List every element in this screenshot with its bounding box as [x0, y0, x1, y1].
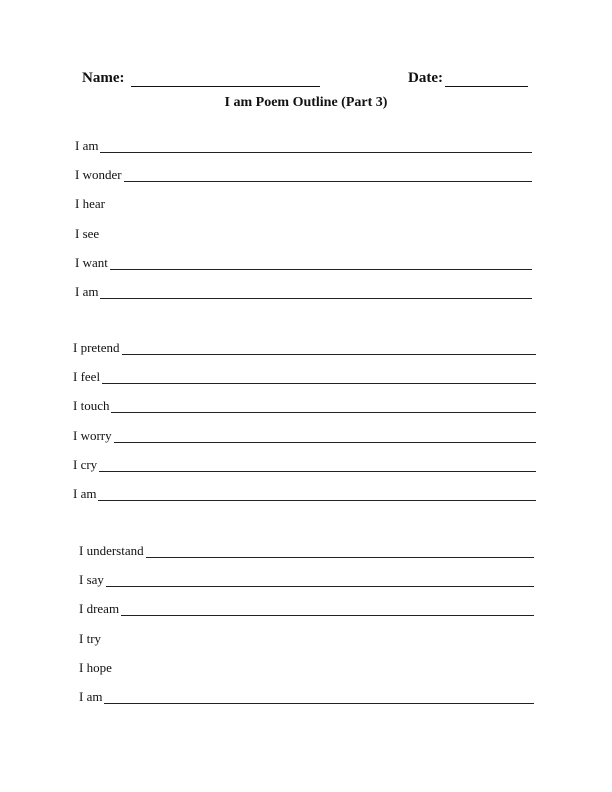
writing-line[interactable]	[79, 586, 534, 587]
writing-line[interactable]	[75, 298, 532, 299]
poem-line-row[interactable]	[75, 167, 532, 185]
writing-line[interactable]	[73, 354, 536, 355]
writing-line[interactable]	[73, 500, 536, 501]
poem-line-row[interactable]	[73, 340, 536, 358]
poem-line-prompt: I want	[75, 254, 108, 270]
poem-line-prompt: I worry	[73, 427, 112, 443]
poem-line-row[interactable]	[73, 457, 536, 475]
poem-line-row	[75, 196, 532, 214]
poem-line-row[interactable]	[73, 398, 536, 416]
date-label: Date:	[408, 70, 443, 86]
poem-line-prompt: I am	[79, 689, 103, 704]
poem-line-prompt: I hope	[79, 659, 112, 675]
poem-line-prompt: I touch	[73, 398, 110, 414]
poem-line-prompt: I am	[75, 284, 99, 299]
poem-line-prompt: I try	[79, 630, 102, 646]
poem-line-row[interactable]	[73, 486, 536, 504]
poem-line-row[interactable]	[75, 284, 532, 302]
name-label: Name:	[82, 70, 125, 86]
poem-line-row	[79, 660, 534, 678]
poem-line-row	[75, 226, 532, 244]
poem-line-prompt: I am	[73, 486, 97, 501]
date-field-line[interactable]	[445, 86, 528, 87]
poem-line-row[interactable]	[73, 369, 536, 387]
writing-line[interactable]	[75, 152, 532, 153]
poem-line-prompt: I hear	[75, 196, 105, 212]
worksheet-header	[82, 70, 542, 92]
poem-line-prompt: I dream	[79, 601, 120, 617]
worksheet-title: I am Poem Outline (Part 3)	[224, 95, 388, 110]
name-field-line[interactable]	[131, 86, 320, 87]
writing-line[interactable]	[79, 703, 534, 704]
poem-line-row[interactable]	[79, 572, 534, 590]
poem-line-row[interactable]	[79, 543, 534, 561]
writing-line[interactable]	[75, 181, 532, 182]
writing-line[interactable]	[73, 442, 536, 443]
poem-line-row[interactable]	[79, 601, 534, 619]
poem-line-row[interactable]	[75, 138, 532, 156]
writing-line[interactable]	[79, 615, 534, 616]
poem-line-prompt: I cry	[73, 456, 98, 472]
poem-line-prompt: I say	[79, 572, 104, 588]
poem-line-row[interactable]	[73, 428, 536, 446]
poem-line-prompt: I understand	[79, 543, 144, 558]
writing-line[interactable]	[73, 471, 536, 472]
writing-line[interactable]	[79, 557, 534, 558]
poem-line-prompt: I am	[75, 138, 99, 153]
writing-line[interactable]	[75, 269, 532, 270]
writing-line[interactable]	[73, 412, 536, 413]
poem-line-row[interactable]	[79, 689, 534, 707]
poem-line-prompt: I wonder	[75, 167, 122, 183]
writing-line[interactable]	[73, 383, 536, 384]
poem-line-prompt: I see	[75, 225, 100, 241]
poem-line-row[interactable]	[75, 255, 532, 273]
poem-line-prompt: I feel	[73, 369, 101, 385]
poem-line-prompt: I pretend	[73, 340, 120, 355]
poem-line-row	[79, 631, 534, 649]
